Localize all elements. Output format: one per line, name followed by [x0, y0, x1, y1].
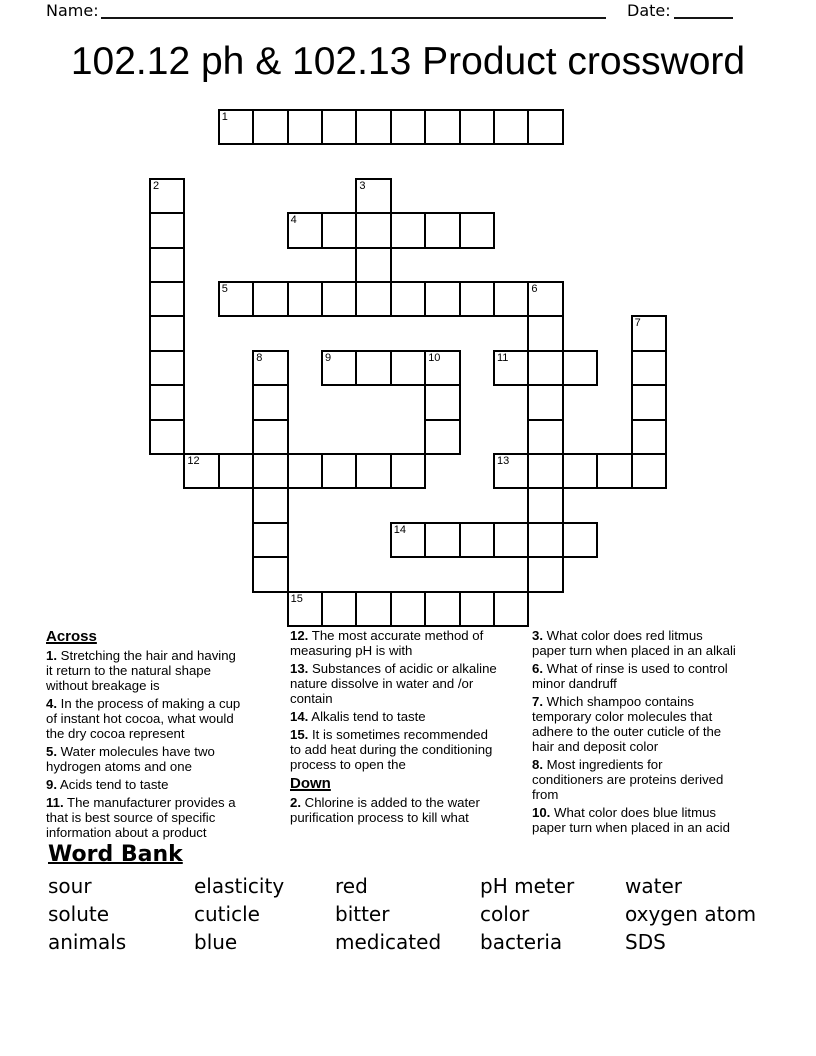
grid-cell[interactable] — [149, 281, 185, 317]
grid-cell[interactable] — [527, 556, 563, 592]
grid-cell[interactable] — [390, 212, 426, 248]
grid-cell[interactable] — [459, 522, 495, 558]
clue-number: 5. — [46, 744, 57, 759]
clue-13: 13. Substances of acidic or alkaline nature dissolve in water and /or contain — [290, 661, 497, 706]
grid-cell[interactable] — [218, 453, 254, 489]
word-bank-item: medicated — [335, 930, 442, 954]
clue-column-middle — [290, 628, 532, 828]
grid-cell[interactable] — [355, 247, 391, 283]
clue-6: 6. What of rinse is used to control minor dandruff — [532, 661, 728, 691]
grid-cell[interactable] — [218, 281, 254, 317]
clue-number: 6. — [532, 661, 543, 676]
clue-14: 14. Alkalis tend to taste — [290, 709, 426, 724]
grid-cell[interactable] — [252, 487, 288, 523]
grid-cell[interactable] — [596, 453, 632, 489]
grid-cell[interactable] — [527, 419, 563, 455]
clue-12: 12. The most accurate method of measuring pH is with — [290, 628, 484, 658]
grid-cell[interactable] — [321, 212, 357, 248]
clue-number: 15. — [290, 727, 309, 742]
grid-cell[interactable] — [287, 591, 323, 627]
grid-cell[interactable] — [562, 522, 598, 558]
cell-number: 1 — [221, 111, 228, 123]
grid-cell[interactable] — [527, 109, 563, 145]
cell-number: 13 — [497, 455, 510, 467]
word-bank-item: water — [625, 874, 682, 898]
grid-cell[interactable] — [355, 109, 391, 145]
grid-cell[interactable] — [459, 212, 495, 248]
word-bank-item: blue — [194, 930, 238, 954]
grid-cell[interactable] — [321, 109, 357, 145]
clue-number: 13. — [290, 661, 309, 676]
cell-number: 10 — [428, 351, 441, 364]
grid-cell[interactable] — [252, 384, 288, 420]
page-title: 102.12 ph & 102.13 Product crossword — [70, 40, 746, 83]
grid-cell[interactable] — [321, 591, 357, 627]
grid-cell[interactable] — [493, 281, 529, 317]
grid-cell[interactable] — [527, 522, 563, 558]
clue-number: 4. — [46, 696, 57, 711]
clue-7: 7. Which shampoo contains temporary color molecules that adhere to the outer cuticle of the hair and deposit color — [532, 694, 722, 754]
grid-cell[interactable] — [527, 453, 563, 489]
word-bank-title: Word Bank — [48, 842, 183, 867]
grid-cell[interactable] — [355, 591, 391, 627]
grid-cell[interactable] — [459, 281, 495, 317]
clue-number: 2. — [290, 795, 301, 810]
grid-cell[interactable] — [287, 281, 323, 317]
grid-cell[interactable] — [527, 350, 563, 386]
clue-number: 7. — [532, 694, 543, 709]
clue-column-left — [46, 628, 288, 843]
grid-cell[interactable] — [390, 591, 426, 627]
grid-cell[interactable] — [631, 453, 667, 489]
cell-number: 7 — [634, 317, 641, 330]
clue-8: 8. Most ingredients for conditioners are proteins derived from — [532, 757, 724, 802]
clue-11: 11. The manufacturer provides a that is best source of specific information about a product — [46, 795, 236, 840]
cell-number: 15 — [290, 592, 303, 605]
clue-2: 2. Chlorine is added to the water purification process to kill what — [290, 795, 480, 825]
grid-cell[interactable] — [390, 281, 426, 317]
grid-cell[interactable] — [355, 212, 391, 248]
cell-number: 2 — [153, 179, 160, 192]
grid-cell[interactable] — [493, 591, 529, 627]
grid-cell[interactable] — [252, 522, 288, 558]
word-bank-item: bacteria — [480, 930, 563, 954]
grid-cell[interactable] — [149, 247, 185, 283]
grid-cell[interactable] — [149, 350, 185, 386]
grid-cell[interactable] — [424, 350, 460, 386]
grid-cell[interactable] — [355, 453, 391, 489]
grid-cell[interactable] — [149, 315, 185, 351]
grid-cell[interactable] — [390, 453, 426, 489]
grid-cell[interactable] — [149, 419, 185, 455]
grid-cell[interactable] — [631, 350, 667, 386]
word-bank-item: pH meter — [480, 874, 575, 898]
grid-cell[interactable] — [355, 281, 391, 317]
grid-cell[interactable] — [562, 350, 598, 386]
grid-cell[interactable] — [459, 109, 495, 145]
grid-cell[interactable] — [527, 315, 563, 351]
cell-number: 8 — [256, 351, 263, 364]
grid-cell[interactable] — [252, 350, 288, 386]
grid-cell[interactable] — [493, 522, 529, 558]
grid-cell[interactable] — [527, 281, 563, 317]
clue-number: 14. — [290, 709, 309, 724]
grid-cell[interactable] — [355, 350, 391, 386]
word-bank-item: bitter — [335, 902, 390, 926]
clue-column-right — [532, 628, 774, 838]
grid-cell[interactable] — [218, 109, 254, 145]
grid-cell[interactable] — [527, 384, 563, 420]
grid-cell[interactable] — [287, 109, 323, 145]
grid-cell[interactable] — [252, 109, 288, 145]
name-label: Name: — [46, 1, 99, 20]
grid-cell[interactable] — [424, 591, 460, 627]
grid-cell[interactable] — [149, 384, 185, 420]
grid-cell[interactable] — [149, 178, 185, 214]
cell-number: 9 — [325, 351, 332, 364]
date-blank-line[interactable] — [674, 0, 733, 19]
grid-cell[interactable] — [424, 384, 460, 420]
cell-number: 5 — [221, 283, 228, 295]
clue-number: 11. — [46, 795, 64, 810]
word-bank-item: elasticity — [194, 874, 285, 898]
grid-cell[interactable] — [424, 522, 460, 558]
grid-cell[interactable] — [459, 591, 495, 627]
cell-number: 14 — [393, 523, 407, 536]
clue-10: 10. What color does blue litmus paper turn when placed in an acid — [532, 805, 730, 835]
grid-cell[interactable] — [252, 556, 288, 592]
cell-number: 11 — [497, 351, 509, 364]
grid-cell[interactable] — [390, 350, 426, 386]
clue-number: 8. — [532, 757, 543, 772]
grid-cell[interactable] — [355, 178, 391, 214]
grid-cell[interactable] — [252, 281, 288, 317]
clue-5: 5. Water molecules have two hydrogen atoms and one — [46, 744, 215, 774]
cell-number: 12 — [187, 455, 200, 467]
grid-cell[interactable] — [252, 453, 288, 489]
grid-cell[interactable] — [631, 384, 667, 420]
down-header: Down — [290, 775, 331, 792]
grid-cell[interactable] — [424, 281, 460, 317]
word-bank-item: animals — [48, 930, 127, 954]
grid-cell[interactable] — [424, 419, 460, 455]
grid-cell[interactable] — [527, 487, 563, 523]
cell-number: 6 — [531, 283, 538, 295]
grid-cell[interactable] — [424, 109, 460, 145]
grid-cell[interactable] — [493, 453, 529, 489]
grid-cell[interactable] — [390, 522, 426, 558]
cell-number: 4 — [290, 214, 297, 227]
grid-cell[interactable] — [493, 350, 529, 386]
grid-cell[interactable] — [321, 350, 357, 386]
grid-cell[interactable] — [287, 212, 323, 248]
word-bank-item: SDS — [625, 930, 666, 954]
word-bank-item: sour — [48, 874, 92, 898]
clue-3: 3. What color does red litmus paper turn when placed in an alkali — [532, 628, 736, 658]
clue-9: 9. Acids tend to taste — [46, 777, 169, 792]
cell-number: 3 — [359, 179, 366, 192]
grid-cell[interactable] — [424, 212, 460, 248]
clue-4: 4. In the process of making a cup of instant hot cocoa, what would the dry cocoa represent — [46, 696, 241, 741]
grid-cell[interactable] — [321, 281, 357, 317]
grid-cell[interactable] — [562, 453, 598, 489]
across-header: Across — [46, 628, 97, 645]
name-blank-line[interactable] — [101, 0, 606, 19]
grid-cell[interactable] — [631, 315, 667, 351]
grid-cell[interactable] — [631, 419, 667, 455]
word-bank-item: solute — [48, 902, 110, 926]
clue-number: 3. — [532, 628, 543, 643]
clue-number: 1. — [46, 648, 57, 663]
grid-cell[interactable] — [252, 419, 288, 455]
clue-number: 10. — [532, 805, 551, 820]
grid-cell[interactable] — [493, 109, 529, 145]
clue-15: 15. It is sometimes recommended to add heat during the conditioning process to open the — [290, 727, 493, 772]
clue-1: 1. Stretching the hair and having it return to the natural shape without breakage is — [46, 648, 236, 693]
word-bank-item: oxygen atom — [625, 902, 757, 926]
clue-number: 12. — [290, 628, 309, 643]
date-label: Date: — [627, 1, 671, 20]
grid-cell[interactable] — [149, 212, 185, 248]
clue-number: 9. — [46, 777, 57, 792]
grid-cell[interactable] — [183, 453, 219, 489]
word-bank-item: color — [480, 902, 530, 926]
grid-cell[interactable] — [321, 453, 357, 489]
grid-cell[interactable] — [287, 453, 323, 489]
word-bank-item: cuticle — [194, 902, 260, 926]
word-bank-item: red — [335, 874, 368, 898]
word-bank-list — [48, 872, 756, 956]
grid-cell[interactable] — [390, 109, 426, 145]
